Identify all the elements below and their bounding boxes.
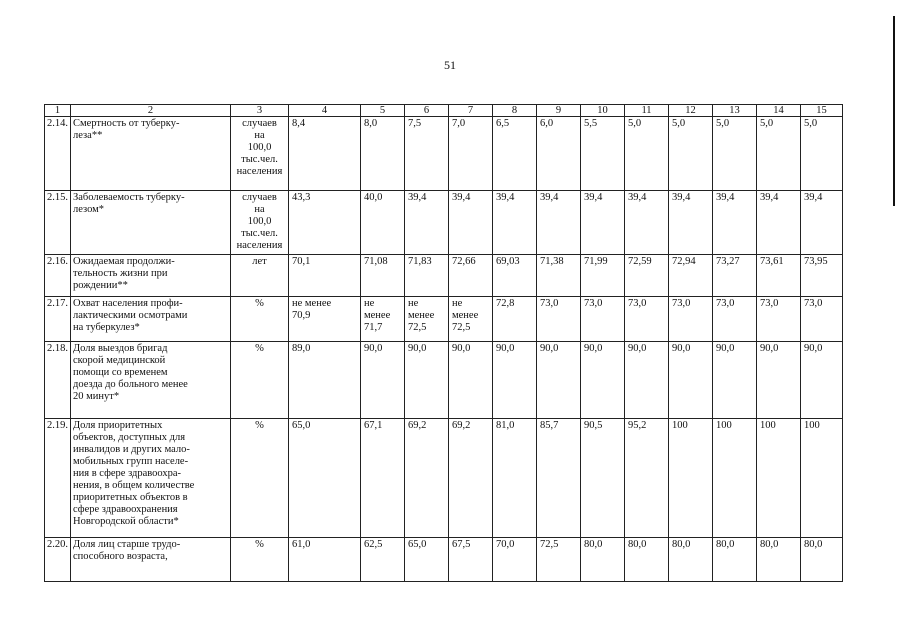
row-id-cell: 2.14. <box>45 117 71 191</box>
value-cell: 73,0 <box>669 297 713 342</box>
column-header: 10 <box>581 105 625 117</box>
value-cell: 100 <box>669 419 713 538</box>
value-cell: 85,7 <box>537 419 581 538</box>
unit-cell: % <box>231 538 289 582</box>
value-cell: 5,5 <box>581 117 625 191</box>
value-cell: 39,4 <box>449 191 493 255</box>
value-cell: не менее 71,7 <box>361 297 405 342</box>
column-header: 15 <box>801 105 843 117</box>
value-cell: 71,99 <box>581 255 625 297</box>
value-cell: 5,0 <box>669 117 713 191</box>
value-cell: 39,4 <box>713 191 757 255</box>
value-cell: 70,1 <box>289 255 361 297</box>
value-cell: 73,95 <box>801 255 843 297</box>
value-cell: 5,0 <box>801 117 843 191</box>
value-cell: 39,4 <box>801 191 843 255</box>
row-id-cell: 2.19. <box>45 419 71 538</box>
value-cell: 61,0 <box>289 538 361 582</box>
value-cell: 73,0 <box>581 297 625 342</box>
value-cell: 5,0 <box>625 117 669 191</box>
column-header: 11 <box>625 105 669 117</box>
column-header: 7 <box>449 105 493 117</box>
value-cell: 80,0 <box>581 538 625 582</box>
value-cell: 7,5 <box>405 117 449 191</box>
value-cell: 39,4 <box>537 191 581 255</box>
value-cell: 5,0 <box>757 117 801 191</box>
value-cell: 100 <box>713 419 757 538</box>
value-cell: не менее 72,5 <box>449 297 493 342</box>
table-row <box>45 255 843 297</box>
column-header: 6 <box>405 105 449 117</box>
value-cell: 73,0 <box>757 297 801 342</box>
table-row <box>45 297 843 342</box>
value-cell: 69,2 <box>405 419 449 538</box>
column-header: 4 <box>289 105 361 117</box>
value-cell: 62,5 <box>361 538 405 582</box>
value-cell: 90,0 <box>757 342 801 419</box>
value-cell: 7,0 <box>449 117 493 191</box>
value-cell: 67,1 <box>361 419 405 538</box>
value-cell: 6,5 <box>493 117 537 191</box>
value-cell: 39,4 <box>405 191 449 255</box>
value-cell: 89,0 <box>289 342 361 419</box>
value-cell: 72,59 <box>625 255 669 297</box>
value-cell: 6,0 <box>537 117 581 191</box>
value-cell: 69,2 <box>449 419 493 538</box>
indicator-name-cell: Ожидаемая продолжи- тельность жизни при рождении** <box>71 255 231 297</box>
row-id-cell: 2.18. <box>45 342 71 419</box>
table-row <box>45 117 843 191</box>
value-cell: 65,0 <box>289 419 361 538</box>
value-cell: 39,4 <box>757 191 801 255</box>
value-cell: 43,3 <box>289 191 361 255</box>
table-row <box>45 191 843 255</box>
value-cell: 80,0 <box>669 538 713 582</box>
column-header: 12 <box>669 105 713 117</box>
value-cell: 8,0 <box>361 117 405 191</box>
value-cell: 90,0 <box>625 342 669 419</box>
value-cell: 71,38 <box>537 255 581 297</box>
value-cell: 71,08 <box>361 255 405 297</box>
value-cell: 72,66 <box>449 255 493 297</box>
unit-cell: % <box>231 297 289 342</box>
value-cell: 71,83 <box>405 255 449 297</box>
value-cell: 95,2 <box>625 419 669 538</box>
value-cell: 69,03 <box>493 255 537 297</box>
column-header: 13 <box>713 105 757 117</box>
value-cell: 73,0 <box>713 297 757 342</box>
header-row <box>45 105 843 117</box>
value-cell: 72,8 <box>493 297 537 342</box>
value-cell: 90,0 <box>405 342 449 419</box>
value-cell: 73,61 <box>757 255 801 297</box>
column-header: 8 <box>493 105 537 117</box>
column-header: 1 <box>45 105 71 117</box>
value-cell: 39,4 <box>625 191 669 255</box>
indicator-name-cell: Доля выездов бригад скорой медицинской помощи со временем доезда до больного менее 20 минут* <box>71 342 231 419</box>
value-cell: 80,0 <box>713 538 757 582</box>
table-row <box>45 342 843 419</box>
value-cell: 67,5 <box>449 538 493 582</box>
row-id-cell: 2.16. <box>45 255 71 297</box>
indicator-name-cell: Доля лиц старше трудо- способного возраста, <box>71 538 231 582</box>
unit-cell: % <box>231 419 289 538</box>
value-cell: 73,0 <box>801 297 843 342</box>
column-header: 3 <box>231 105 289 117</box>
value-cell: не менее 72,5 <box>405 297 449 342</box>
value-cell: 90,0 <box>669 342 713 419</box>
value-cell: 72,94 <box>669 255 713 297</box>
value-cell: 39,4 <box>493 191 537 255</box>
value-cell: 90,0 <box>361 342 405 419</box>
value-cell: 80,0 <box>801 538 843 582</box>
value-cell: 39,4 <box>669 191 713 255</box>
value-cell: 73,27 <box>713 255 757 297</box>
column-header: 5 <box>361 105 405 117</box>
value-cell: 90,0 <box>449 342 493 419</box>
row-id-cell: 2.20. <box>45 538 71 582</box>
page-number: 51 <box>444 58 456 72</box>
value-cell: 90,0 <box>581 342 625 419</box>
value-cell: 100 <box>757 419 801 538</box>
column-header: 9 <box>537 105 581 117</box>
value-cell: 80,0 <box>625 538 669 582</box>
value-cell: 39,4 <box>581 191 625 255</box>
unit-cell: лет <box>231 255 289 297</box>
indicator-name-cell: Охват населения профи- лактическими осмотрами на туберкулез* <box>71 297 231 342</box>
value-cell: 80,0 <box>757 538 801 582</box>
indicator-name-cell: Смертность от туберку- леза** <box>71 117 231 191</box>
table-row <box>45 419 843 538</box>
table-row <box>45 538 843 582</box>
value-cell: 100 <box>801 419 843 538</box>
indicator-name-cell: Заболеваемость туберку- лезом* <box>71 191 231 255</box>
value-cell: 81,0 <box>493 419 537 538</box>
table-body <box>45 117 843 582</box>
value-cell: 72,5 <box>537 538 581 582</box>
indicators-table <box>44 104 843 582</box>
value-cell: 65,0 <box>405 538 449 582</box>
value-cell: 70,0 <box>493 538 537 582</box>
page-edge-rule <box>893 16 895 206</box>
value-cell: 90,0 <box>713 342 757 419</box>
row-id-cell: 2.17. <box>45 297 71 342</box>
column-header: 14 <box>757 105 801 117</box>
value-cell: 90,5 <box>581 419 625 538</box>
value-cell: 73,0 <box>625 297 669 342</box>
value-cell: 5,0 <box>713 117 757 191</box>
value-cell: 8,4 <box>289 117 361 191</box>
value-cell: 90,0 <box>493 342 537 419</box>
column-header: 2 <box>71 105 231 117</box>
value-cell: не менее 70,9 <box>289 297 361 342</box>
row-id-cell: 2.15. <box>45 191 71 255</box>
unit-cell: случаев на 100,0 тыс.чел. населения <box>231 191 289 255</box>
indicator-name-cell: Доля приоритетных объектов, доступных для инвалидов и других мало- мобильных групп населе- ния в сфере здравоохра- нения, в общем количестве приоритетных объектов в сфере здравоохранения Новгородской области* <box>71 419 231 538</box>
value-cell: 73,0 <box>537 297 581 342</box>
value-cell: 40,0 <box>361 191 405 255</box>
unit-cell: % <box>231 342 289 419</box>
value-cell: 90,0 <box>801 342 843 419</box>
unit-cell: случаев на 100,0 тыс.чел. населения <box>231 117 289 191</box>
value-cell: 90,0 <box>537 342 581 419</box>
